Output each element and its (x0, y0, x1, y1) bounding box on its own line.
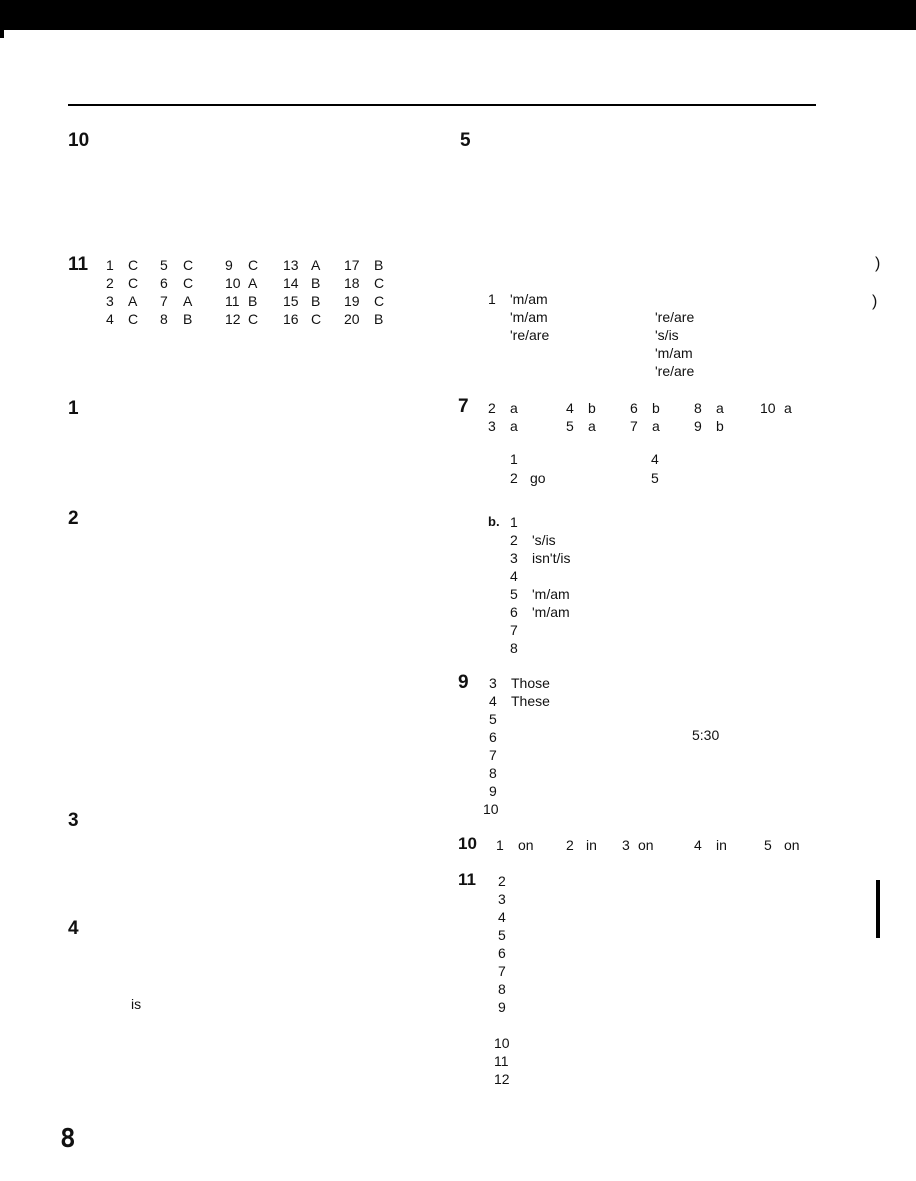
answer-number: 5 (160, 257, 168, 273)
answer-letter: B (374, 257, 384, 273)
answer-number: 1 (496, 837, 504, 853)
list-item-answer: These (511, 693, 550, 709)
answer-number: 7 (630, 418, 638, 434)
ex5-item-number: 1 (488, 291, 496, 307)
list-item-number: 4 (489, 693, 497, 709)
answer-number: 13 (283, 257, 299, 273)
answer-number: 16 (283, 311, 299, 327)
section-number-3: 3 (68, 810, 79, 831)
answer-number: 2 (106, 275, 114, 291)
section-number-11: 11 (68, 254, 89, 275)
list-item-number: 10 (483, 801, 499, 817)
answer-number: 8 (160, 311, 168, 327)
answer-letter: C (128, 311, 139, 327)
answer-number: 10 (760, 400, 776, 416)
ex5-answer: 'm/am (655, 345, 693, 361)
answer-number: 7 (160, 293, 168, 309)
list-item-number: 5 (510, 586, 518, 602)
answer-letter: a (510, 400, 518, 416)
answer-number: 8 (694, 400, 702, 416)
ex9-time: 5:30 (692, 727, 720, 743)
answer-preposition: on (518, 837, 534, 853)
answer-number: 9 (694, 418, 702, 434)
answer-letter: a (652, 418, 660, 434)
ex8a-item-number: 1 (510, 451, 518, 467)
answer-number: 10 (225, 275, 241, 291)
header-rule (68, 104, 816, 106)
section-number-10-right: 10 (458, 834, 477, 853)
list-item-number: 3 (498, 891, 506, 907)
answer-letter: B (183, 311, 193, 327)
answer-letter: A (183, 293, 193, 309)
answer-letter: b (716, 418, 724, 434)
answer-number: 5 (566, 418, 574, 434)
answer-is: is (131, 996, 142, 1012)
answer-number: 11 (225, 293, 240, 309)
list-item-number: 6 (498, 945, 506, 961)
answer-letter: a (784, 400, 792, 416)
ex5-answer: 're/are (655, 309, 695, 325)
answer-number: 12 (225, 311, 241, 327)
answer-letter: C (374, 293, 385, 309)
ex8a-item-number: 4 (651, 451, 659, 467)
list-item-number: 6 (489, 729, 497, 745)
list-item-number: 7 (498, 963, 506, 979)
ex8a-item-number: 5 (651, 470, 659, 486)
answer-number: 18 (344, 275, 360, 291)
answer-number: 4 (106, 311, 114, 327)
answer-letter: C (128, 257, 139, 273)
answer-preposition: in (716, 837, 727, 853)
ex8b-label: b. (488, 514, 500, 529)
list-item-number: 9 (489, 783, 497, 799)
answer-number: 6 (630, 400, 638, 416)
answer-number: 6 (160, 275, 168, 291)
list-item-number: 5 (489, 711, 497, 727)
answer-letter: A (128, 293, 138, 309)
section-number-2: 2 (68, 508, 79, 529)
list-item-number: 9 (498, 999, 506, 1015)
list-item-number: 7 (489, 747, 497, 763)
top-black-bar (0, 0, 916, 30)
list-item-number: 11 (494, 1053, 509, 1069)
answer-number: 4 (694, 837, 702, 853)
answer-letter: b (588, 400, 596, 416)
list-item-answer: Those (511, 675, 550, 691)
answer-preposition: in (586, 837, 597, 853)
answer-letter: B (311, 275, 321, 291)
answer-letter: a (716, 400, 724, 416)
answer-letter: B (374, 311, 384, 327)
list-item-number: 5 (498, 927, 506, 943)
page-number: 8 (60, 1124, 76, 1154)
list-item-number: 4 (510, 568, 518, 584)
ex8a-item-number: 2 (510, 470, 518, 486)
list-item-answer: 'm/am (532, 604, 570, 620)
section-number-4: 4 (68, 918, 79, 939)
answer-letter: b (652, 400, 660, 416)
ex5-answer: 're/are (510, 327, 550, 343)
answer-number: 19 (344, 293, 360, 309)
list-item-number: 2 (498, 873, 506, 889)
answer-number: 9 (225, 257, 233, 273)
answer-number: 3 (488, 418, 496, 434)
ex5-answer: 's/is (655, 327, 679, 343)
list-item-number: 4 (498, 909, 506, 925)
list-item-number: 1 (510, 514, 518, 530)
margin-bracket (876, 880, 880, 938)
list-item-number: 3 (489, 675, 497, 691)
answer-letter: C (128, 275, 139, 291)
list-item-number: 10 (494, 1035, 510, 1051)
list-item-number: 7 (510, 622, 518, 638)
section-number-7: 7 (458, 396, 469, 417)
section-number-5: 5 (460, 130, 471, 151)
answer-number: 3 (106, 293, 114, 309)
answer-preposition: on (638, 837, 654, 853)
answer-number: 4 (566, 400, 574, 416)
answer-number: 1 (106, 257, 114, 273)
answer-number: 20 (344, 311, 360, 327)
list-item-number: 8 (510, 640, 518, 656)
answer-letter: a (510, 418, 518, 434)
answer-number: 15 (283, 293, 299, 309)
answer-letter: C (374, 275, 385, 291)
answer-letter: B (248, 293, 258, 309)
top-bar-tick (0, 30, 4, 38)
answer-letter: a (588, 418, 596, 434)
answer-letter: C (248, 257, 259, 273)
list-item-number: 8 (498, 981, 506, 997)
answer-number: 5 (764, 837, 772, 853)
section-number-1: 1 (68, 398, 79, 419)
list-item-number: 8 (489, 765, 497, 781)
answer-letter: C (311, 311, 322, 327)
ex5-answer: 'm/am (510, 309, 548, 325)
answer-preposition: on (784, 837, 800, 853)
answer-letter: C (183, 275, 194, 291)
list-item-number: 12 (494, 1071, 510, 1087)
margin-mark: ) (875, 255, 881, 272)
answer-letter: B (311, 293, 321, 309)
answer-number: 3 (622, 837, 630, 853)
answer-letter: A (311, 257, 321, 273)
margin-mark: ) (872, 293, 878, 310)
answer-number: 2 (488, 400, 496, 416)
list-item-number: 6 (510, 604, 518, 620)
answer-number: 17 (344, 257, 360, 273)
section-number-11-right: 11 (458, 870, 476, 889)
list-item-number: 2 (510, 532, 518, 548)
section-number-10: 10 (68, 130, 90, 151)
list-item-number: 3 (510, 550, 518, 566)
answer-letter: C (248, 311, 259, 327)
list-item-answer: isn't/is (532, 550, 571, 566)
section-number-9: 9 (458, 672, 469, 693)
list-item-answer: 'm/am (532, 586, 570, 602)
list-item-answer: 's/is (532, 532, 556, 548)
ex5-answer: 're/are (655, 363, 695, 379)
answer-number: 2 (566, 837, 574, 853)
answer-letter: A (248, 275, 258, 291)
answer-letter: C (183, 257, 194, 273)
ex5-answer: 'm/am (510, 291, 548, 307)
answer-number: 14 (283, 275, 299, 291)
ex8a-answer: go (530, 470, 546, 486)
